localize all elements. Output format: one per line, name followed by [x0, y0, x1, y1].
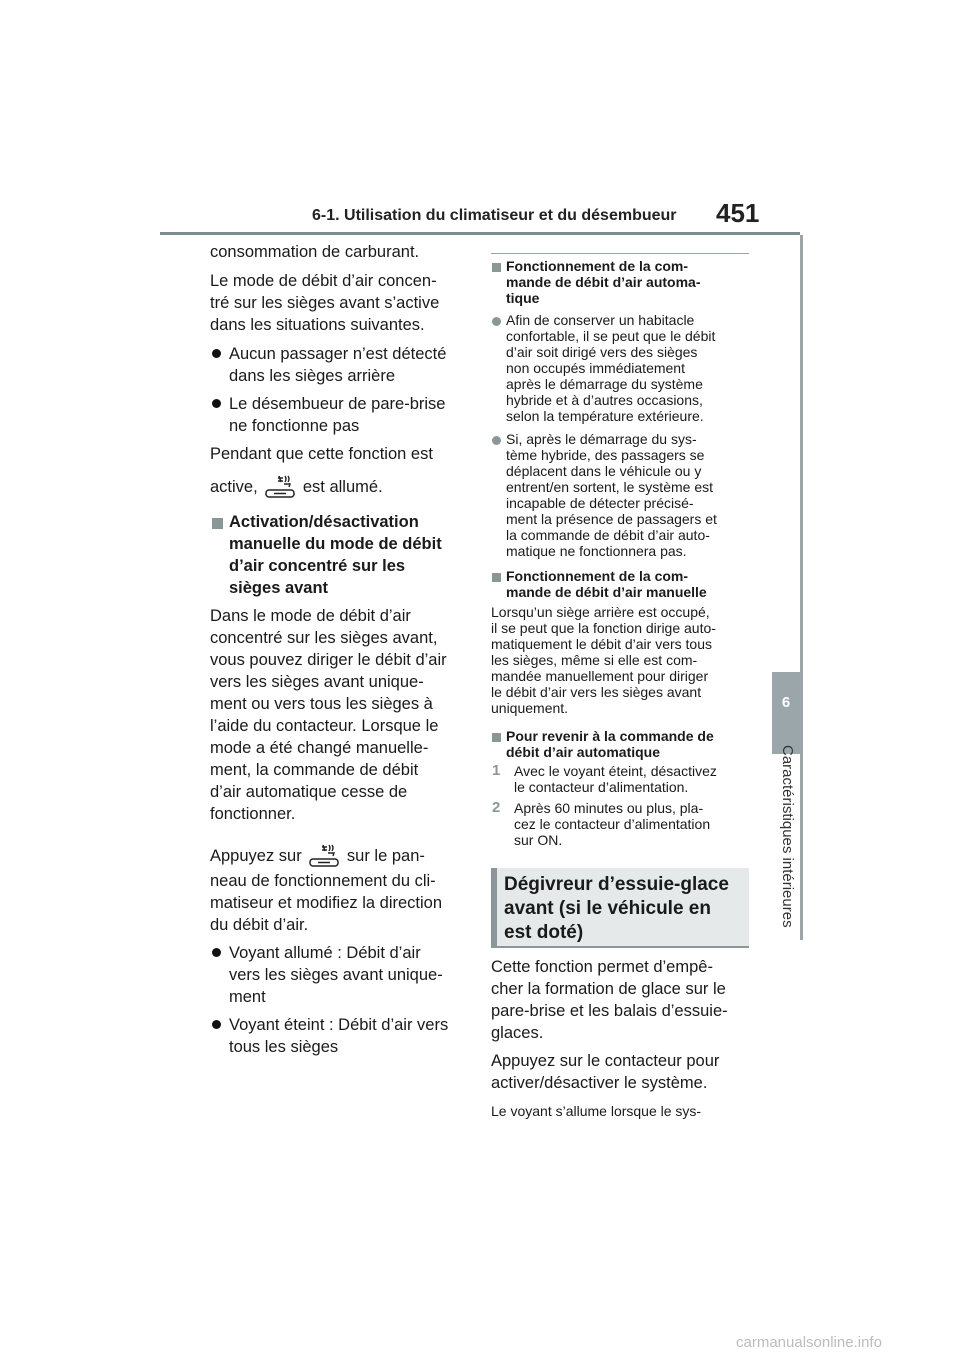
- text-line: matiquement le débit d’air vers tous: [491, 636, 712, 652]
- text-line: selon la température extérieure.: [506, 408, 704, 424]
- text-line: Cette fonction permet d’empê-: [491, 958, 713, 976]
- subheading-line: débit d’air automatique: [506, 744, 661, 760]
- seat-airflow-icon: [306, 841, 342, 869]
- text-line: ment: [229, 988, 266, 1006]
- text-line: Le désembueur de pare-brise: [229, 395, 446, 413]
- subheading-line: Pour revenir à la commande de: [506, 728, 714, 744]
- section-title: 6-1. Utilisation du climatiseur et du désembueur: [312, 207, 677, 224]
- text-line: ne fonctionne pas: [229, 417, 360, 435]
- text-line: d’air soit dirigé vers des sièges: [506, 344, 698, 360]
- side-rule: [800, 235, 803, 940]
- text-line: Lorsqu’un siège arrière est occupé,: [491, 604, 710, 620]
- step-number: 1: [492, 762, 501, 779]
- text-line: tème hybride, des passagers se: [506, 447, 705, 463]
- section-heading-line: avant (si le véhicule en: [504, 898, 711, 919]
- text-line: vous pouvez diriger le débit d’air: [210, 651, 447, 669]
- text-line: concentré sur les sièges avant,: [210, 629, 438, 647]
- text-line: Aucun passager n’est détecté: [229, 345, 447, 363]
- text-line: consommation de carburant.: [210, 243, 420, 261]
- heading-square-icon: [492, 263, 501, 272]
- text-line: cez le contacteur d’alimentation: [514, 816, 711, 832]
- text-line: glaces.: [491, 1024, 544, 1042]
- text-line: incapable de détecter précisé-: [506, 495, 694, 511]
- text-line: activer/désactiver le système.: [491, 1074, 708, 1092]
- text-line: Voyant allumé : Débit d’air: [229, 944, 421, 962]
- subheading-line: d’air concentré sur les: [229, 557, 406, 575]
- subheading-line: sièges avant: [229, 579, 329, 597]
- column-rule: [491, 253, 749, 254]
- text-line: tré sur les sièges avant s’active: [210, 294, 440, 312]
- text-line: Le mode de débit d’air concen-: [210, 272, 437, 290]
- text-fragment: est allumé.: [302, 478, 383, 496]
- watermark: carmanualsonline.info: [736, 1334, 882, 1351]
- text-line: uniquement.: [491, 700, 569, 716]
- seat-airflow-icon: [262, 472, 298, 500]
- text-line: matiseur et modifiez la direction: [210, 894, 443, 912]
- subheading-line: Fonctionnement de la com-: [506, 568, 689, 584]
- text-line: le contacteur d’alimentation.: [514, 779, 689, 795]
- page-number: 451: [716, 198, 760, 228]
- note-dot-icon: [492, 436, 501, 445]
- text-fragment: sur le pan-: [346, 847, 425, 865]
- text-line: Afin de conserver un habitacle: [506, 312, 695, 328]
- text-line-with-icon: [210, 841, 425, 869]
- bullet-icon: [212, 349, 221, 358]
- text-line: Appuyez sur le contacteur pour: [491, 1052, 720, 1070]
- chapter-tab[interactable]: [772, 672, 800, 754]
- text-line: non occupés immédiatement: [506, 360, 685, 376]
- text-line: Après 60 minutes ou plus, pla-: [514, 800, 704, 816]
- subheading-line: manuelle du mode de débit: [229, 535, 442, 553]
- text-fragment: active,: [210, 478, 258, 496]
- subheading-line: Activation/désactivation: [229, 513, 419, 531]
- text-line: ment ou vers tous les sièges à: [210, 695, 433, 713]
- step-number: 2: [492, 799, 501, 816]
- text-line: vers les sièges avant unique-: [210, 673, 424, 691]
- bullet-icon: [212, 399, 221, 408]
- text-line: confortable, il se peut que le débit: [506, 328, 716, 344]
- text-fragment: Appuyez sur: [210, 847, 302, 865]
- text-line: Si, après le démarrage du sys-: [506, 431, 697, 447]
- text-line: Voyant éteint : Débit d’air vers: [229, 1016, 449, 1034]
- text-line: Avec le voyant éteint, désactivez: [514, 763, 717, 779]
- text-line: sur ON.: [514, 832, 563, 848]
- section-heading-line: Dégivreur d’essuie-glace: [504, 874, 729, 895]
- text-line: mandée manuellement pour diriger: [491, 668, 709, 684]
- text-line: il se peut que la fonction dirige auto-: [491, 620, 716, 636]
- text-line: ment la présence de passagers et: [506, 511, 717, 527]
- section-heading: [504, 873, 729, 945]
- text-line: cher la formation de glace sur le: [491, 980, 726, 998]
- text-line: les sièges, même si elle est com-: [491, 652, 698, 668]
- text-line: neau de fonctionnement du cli-: [210, 872, 436, 890]
- text-line: vers les sièges avant unique-: [229, 966, 443, 984]
- subheading-line: mande de débit d’air automa-: [506, 274, 701, 290]
- text-line: entrent/en sortent, le système est: [506, 479, 713, 495]
- heading-square-icon: [492, 733, 501, 742]
- text-line: Pendant que cette fonction est: [210, 445, 433, 463]
- heading-square-icon: [212, 518, 223, 529]
- subheading-line: tique: [506, 290, 540, 306]
- text-line: dans les situations suivantes.: [210, 316, 425, 334]
- bullet-icon: [212, 1020, 221, 1029]
- text-line: dans les sièges arrière: [229, 367, 395, 385]
- text-line: d’air automatique cesse de: [210, 783, 408, 801]
- subheading-line: mande de débit d’air manuelle: [506, 584, 707, 600]
- chapter-number: 6: [781, 694, 791, 711]
- text-line: fonctionner.: [210, 805, 296, 823]
- text-line: après le démarrage du système: [506, 376, 703, 392]
- text-line: le débit d’air vers les sièges avant: [491, 684, 702, 700]
- heading-square-icon: [492, 573, 501, 582]
- section-heading-line: est doté): [504, 922, 584, 943]
- text-line: pare-brise et les balais d’essuie-: [491, 1002, 728, 1020]
- header-rule: [160, 232, 800, 235]
- text-line: du débit d’air.: [210, 916, 309, 934]
- text-line: hybride et à d’autres occasions,: [506, 392, 703, 408]
- text-line: la commande de débit d’air auto-: [506, 527, 710, 543]
- note-dot-icon: [492, 317, 501, 326]
- subheading-line: Fonctionnement de la com-: [506, 258, 689, 274]
- text-line: Dans le mode de débit d’air: [210, 607, 411, 625]
- text-line: l’aide du contacteur. Lorsque le: [210, 717, 439, 735]
- chapter-label: Caractéristiques intérieures: [779, 745, 796, 928]
- text-line-with-icon: [210, 472, 383, 500]
- text-line: tous les sièges: [229, 1038, 339, 1056]
- bullet-icon: [212, 948, 221, 957]
- text-line: ment, la commande de débit: [210, 761, 419, 779]
- text-line: Le voyant s’allume lorsque le sys-: [491, 1103, 702, 1119]
- text-line: matique ne fonctionnera pas.: [506, 543, 687, 559]
- text-line: déplacent dans le véhicule ou y: [506, 463, 702, 479]
- text-line: mode a été changé manuelle-: [210, 739, 429, 757]
